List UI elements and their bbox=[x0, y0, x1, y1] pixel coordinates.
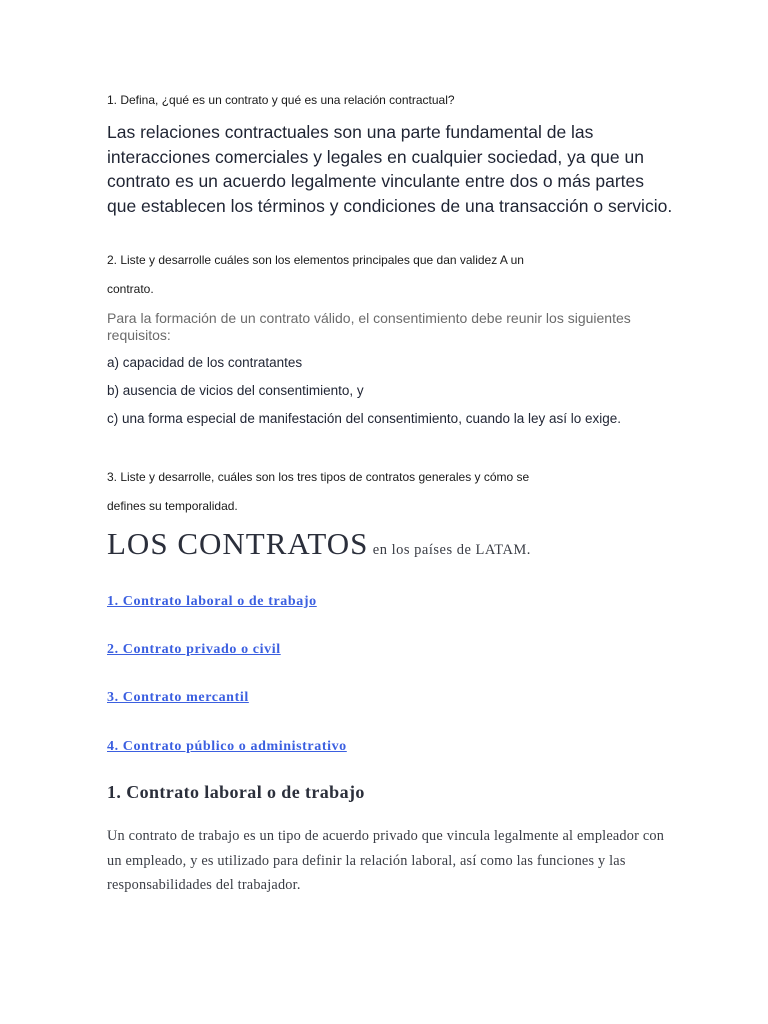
link-contrato-privado[interactable]: 2. Contrato privado o civil bbox=[107, 642, 281, 657]
answer-2-intro: Para la formación de un contrato válido, el consentimiento debe reunir los siguientes requisitos: bbox=[107, 310, 631, 343]
question-3-line-2: defines su temporalidad. bbox=[107, 499, 238, 513]
question-3-line-1: 3. Liste y desarrolle, cuáles son los tres tipos de contratos generales y cómo se bbox=[107, 470, 530, 484]
requirement-b: b) ausencia de vicios del consentimiento, y bbox=[107, 383, 364, 398]
question-2-line-2: contrato. bbox=[107, 282, 154, 296]
contracts-heading-sub: en los países de LATAM. bbox=[372, 542, 531, 558]
question-1: 1. Defina, ¿qué es un contrato y qué es una relación contractual? bbox=[107, 93, 455, 107]
link-contrato-publico[interactable]: 4. Contrato público o administrativo bbox=[107, 739, 347, 754]
answer-1: Las relaciones contractuales son una parte fundamental de las interacciones comerciales y legales en cualquier sociedad, ya que un contrato es un acuerdo legalmente vinculante entre dos o más partes que establecen los términos y condiciones de una transacción o servicio. bbox=[107, 122, 673, 216]
link-contrato-mercantil[interactable]: 3. Contrato mercantil bbox=[107, 690, 249, 705]
requirement-c: c) una forma especial de manifestación del consentimiento, cuando la ley así lo exige. bbox=[107, 411, 622, 426]
contracts-heading bbox=[107, 526, 531, 562]
link-contrato-laboral[interactable]: 1. Contrato laboral o de trabajo bbox=[107, 594, 317, 609]
section-1-title: 1. Contrato laboral o de trabajo bbox=[107, 782, 365, 802]
contracts-heading-main: LOS CONTRATOS bbox=[107, 526, 369, 561]
question-2-line-1: 2. Liste y desarrolle cuáles son los elementos principales que dan validez A un bbox=[107, 253, 524, 267]
requirement-a: a) capacidad de los contratantes bbox=[107, 355, 303, 370]
section-1-text: Un contrato de trabajo es un tipo de acuerdo privado que vincula legalmente al empleador con un empleado, y es utilizado para definir la relación laboral, así como las funciones y las responsabilidades del trabajador. bbox=[107, 828, 665, 893]
